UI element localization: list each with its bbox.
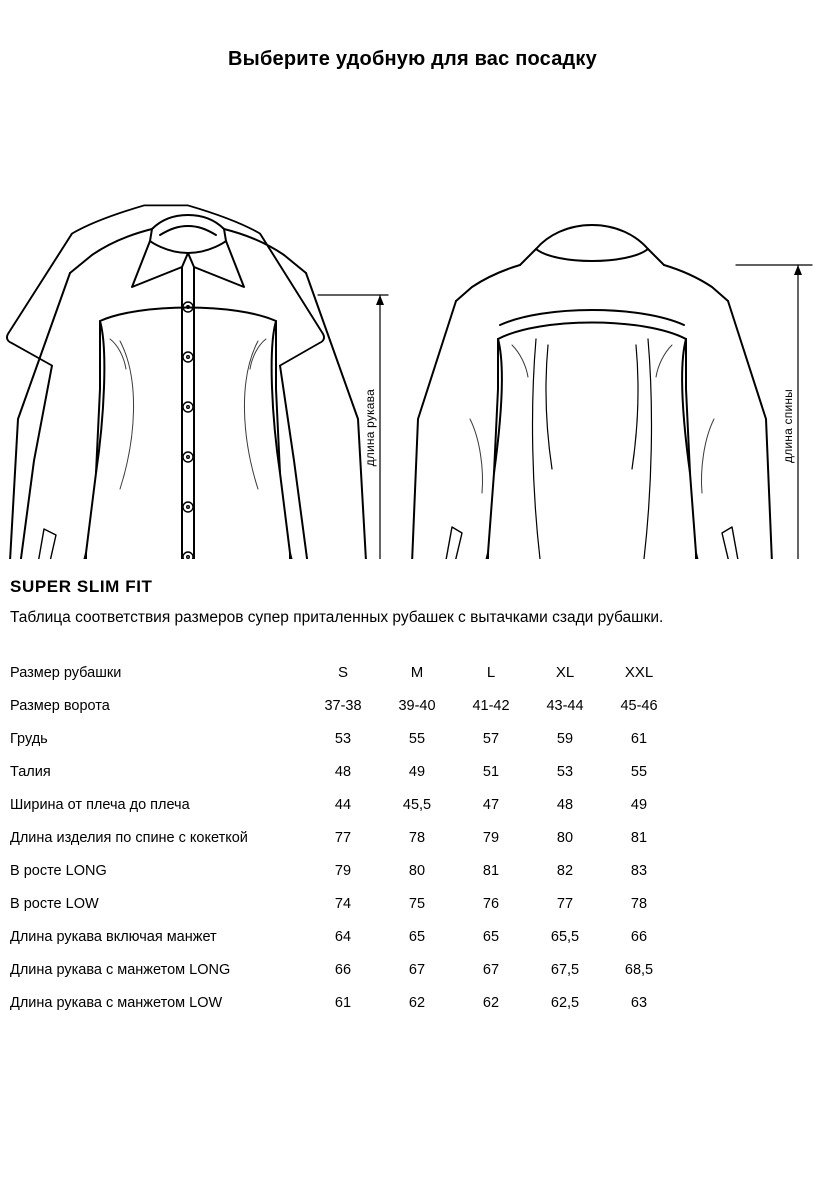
row-value: 65 [408, 928, 426, 945]
row-value: 82 [556, 862, 574, 879]
row-value: 67 [482, 961, 500, 978]
row-value: 66 [334, 961, 352, 978]
row-label: Длина изделия по спине с кокеткой [10, 829, 248, 846]
row-value: 53 [334, 730, 352, 747]
row-value: 63 [630, 994, 648, 1011]
shirt-drawings-svg [0, 89, 825, 559]
row-label: Талия [10, 763, 51, 780]
row-value: 48 [334, 763, 352, 780]
table-header-row [10, 656, 676, 689]
table-header-size-l: L [486, 664, 496, 681]
row-value: 80 [556, 829, 574, 846]
row-value: 44 [334, 796, 352, 813]
size-table [10, 656, 676, 1019]
back-length-measure [736, 265, 812, 559]
row-value: 45-46 [620, 697, 658, 714]
table-header-size-s: S [337, 664, 348, 681]
row-label: Длина рукава с манжетом LONG [10, 961, 231, 978]
table-row [10, 887, 676, 920]
row-value: 43-44 [546, 697, 584, 714]
table-header-label: Размер рубашки [10, 664, 122, 681]
table-row [10, 689, 676, 722]
fit-name: SUPER SLIM FIT [10, 577, 153, 596]
row-value: 83 [630, 862, 648, 879]
row-value: 62 [408, 994, 426, 1011]
table-row [10, 953, 676, 986]
row-value: 79 [482, 829, 500, 846]
row-value: 67 [408, 961, 426, 978]
table-row [10, 854, 676, 887]
row-label: Грудь [10, 730, 48, 747]
row-value: 57 [482, 730, 500, 747]
row-value: 61 [630, 730, 648, 747]
row-value: 65,5 [550, 928, 580, 945]
row-value: 53 [556, 763, 574, 780]
row-value: 62,5 [550, 994, 580, 1011]
table-header-size-m: M [410, 664, 424, 681]
row-value: 81 [630, 829, 648, 846]
table-row [10, 821, 676, 854]
row-value: 78 [408, 829, 426, 846]
row-label: В росте LONG [10, 862, 107, 879]
row-value: 66 [630, 928, 648, 945]
row-label: Длина рукава с манжетом LOW [10, 994, 223, 1011]
back-shirt-technical-drawing [408, 225, 776, 559]
row-value: 37-38 [324, 697, 362, 714]
row-value: 47 [482, 796, 500, 813]
back-length-label: длина спины [781, 389, 795, 463]
row-value: 74 [334, 895, 352, 912]
row-value: 64 [334, 928, 352, 945]
table-row [10, 722, 676, 755]
row-value: 45,5 [402, 796, 432, 813]
sleeve-length-label: длина рукава [363, 389, 377, 467]
row-value: 51 [482, 763, 500, 780]
row-value: 76 [482, 895, 500, 912]
page-title: Выберите удобную для вас посадку [228, 48, 597, 70]
row-label: В росте LOW [10, 895, 99, 912]
row-value: 55 [630, 763, 648, 780]
front-shirt-body [6, 215, 370, 559]
row-value: 59 [556, 730, 574, 747]
row-value: 62 [482, 994, 500, 1011]
row-label: Ширина от плеча до плеча [10, 796, 190, 813]
front-cuff-details [36, 529, 56, 559]
row-value: 39-40 [398, 697, 436, 714]
row-value: 41-42 [472, 697, 510, 714]
row-value: 55 [408, 730, 426, 747]
row-value: 77 [556, 895, 574, 912]
row-value: 81 [482, 862, 500, 879]
row-value: 68,5 [624, 961, 654, 978]
row-value: 77 [334, 829, 352, 846]
fit-description: Таблица соответствия размеров супер приталенных рубашек с вытачками сзади рубашки. [10, 609, 664, 626]
table-header-size-xxl: XXL [624, 664, 654, 681]
table-row [10, 986, 676, 1019]
row-value: 67,5 [550, 961, 580, 978]
row-value: 49 [630, 796, 648, 813]
shirt-illustration [0, 89, 825, 559]
row-value: 49 [408, 763, 426, 780]
table-row [10, 755, 676, 788]
row-value: 78 [630, 895, 648, 912]
row-value: 65 [482, 928, 500, 945]
row-label: Размер ворота [10, 697, 110, 714]
row-value: 80 [408, 862, 426, 879]
row-value: 48 [556, 796, 574, 813]
table-header-size-xl: XL [555, 664, 575, 681]
row-value: 79 [334, 862, 352, 879]
table-row [10, 788, 676, 821]
row-value: 75 [408, 895, 426, 912]
row-label: Длина рукава включая манжет [10, 928, 217, 945]
table-row [10, 920, 676, 953]
fit-description-block [0, 577, 825, 630]
row-value: 61 [334, 994, 352, 1011]
